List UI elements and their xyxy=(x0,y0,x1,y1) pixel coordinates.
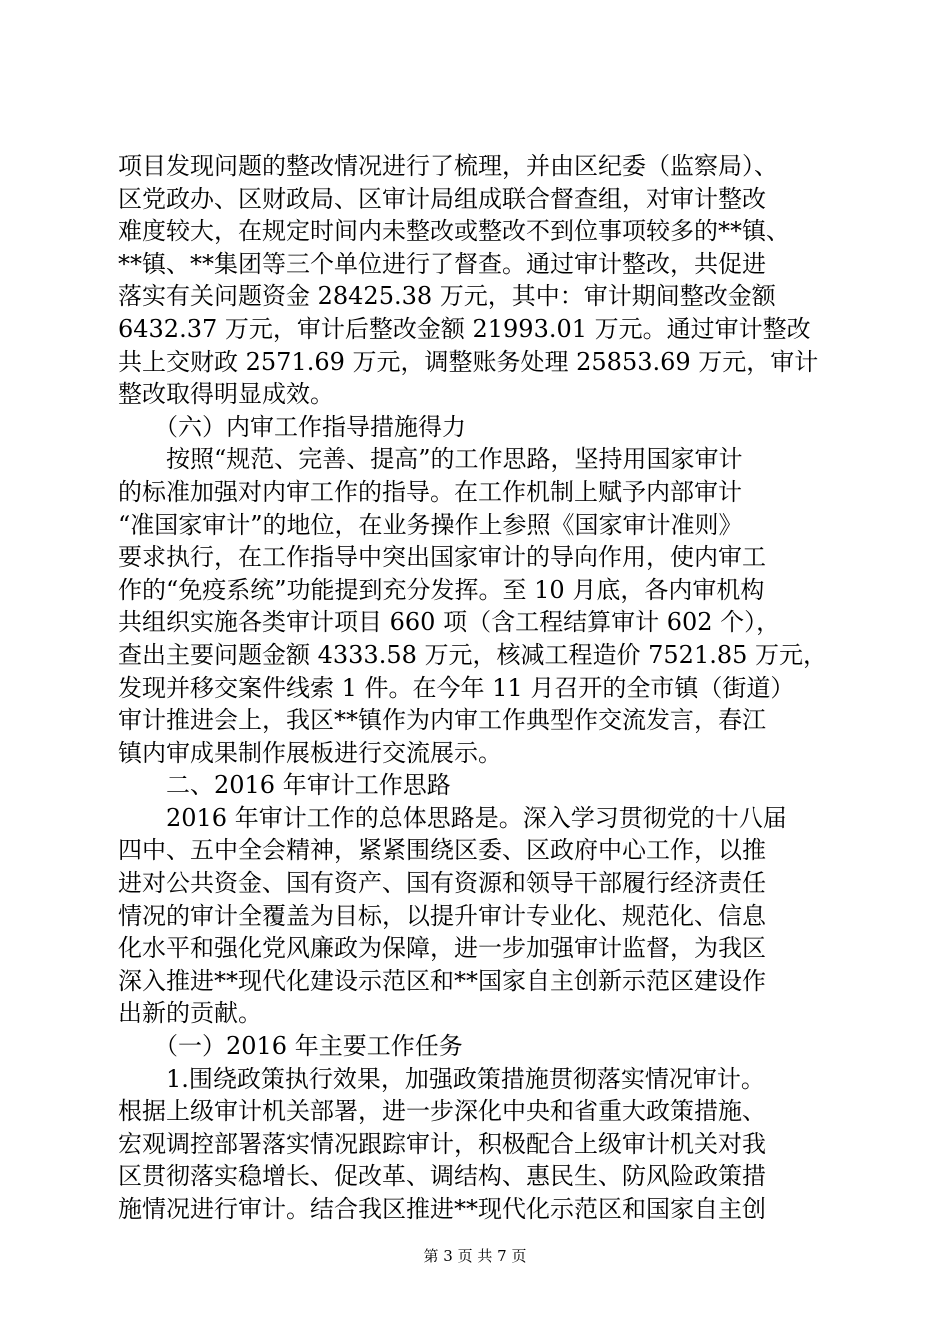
text-line: 深入推进**现代化建设示范区和**国家自主创新示范区建设作 xyxy=(118,966,766,995)
text-line: 化水平和强化党风廉政为保障，进一步加强审计监督，为我区 xyxy=(118,934,766,963)
text-line: 进对公共资金、国有资产、国有资源和领导干部履行经济责任 xyxy=(118,869,766,898)
text-line: **镇、**集团等三个单位进行了督查。通过审计整改，共促进 xyxy=(118,249,766,278)
text-line: 落实有关问题资金 28425.38 万元，其中：审计期间整改金额 xyxy=(118,282,776,311)
text-line: 难度较大，在规定时间内未整改或整改不到位事项较多的**镇、 xyxy=(118,217,790,246)
text-line: 审计推进会上，我区**镇作为内审工作典型作交流发言，春江 xyxy=(118,706,766,735)
text-line: “准国家审计”的地位，在业务操作上参照《国家审计准则》 xyxy=(118,510,743,539)
text-line: 宏观调控部署落实情况跟踪审计，积极配合上级审计机关对我 xyxy=(118,1129,766,1158)
text-line: 发现并移交案件线索 1 件。在今年 11 月召开的全市镇（街道） xyxy=(118,673,795,702)
text-line: 要求执行，在工作指导中突出国家审计的导向作用，使内审工 xyxy=(118,543,766,572)
text-line: 共上交财政 2571.69 万元，调整账务处理 25853.69 万元，审计 xyxy=(118,347,819,376)
text-line: 整改取得明显成效。 xyxy=(118,380,334,409)
text-line: 区党政办、区财政局、区审计局组成联合督查组，对审计整改 xyxy=(118,184,766,213)
text-line: （六）内审工作指导措施得力 xyxy=(118,412,466,441)
text-line: 1.围绕政策执行效果，加强政策措施贯彻落实情况审计。 xyxy=(118,1064,765,1093)
text-line: 出新的贡献。 xyxy=(118,999,262,1028)
text-line: 作的“免疫系统”功能提到充分发挥。至 10 月底，各内审机构 xyxy=(118,575,765,604)
text-line: 6432.37 万元，审计后整改金额 21993.01 万元。通过审计整改 xyxy=(118,314,811,343)
text-line: 按照“规范、完善、提高”的工作思路，坚持用国家审计 xyxy=(118,445,743,474)
text-line: 项目发现问题的整改情况进行了梳理，并由区纪委（监察局）、 xyxy=(118,152,778,180)
text-line: （一）2016 年主要工作任务 xyxy=(118,1032,463,1061)
text-line: 施情况进行审计。结合我区推进**现代化示范区和国家自主创 xyxy=(118,1195,766,1223)
text-line: 根据上级审计机关部署，进一步深化中央和省重大政策措施、 xyxy=(118,1097,766,1126)
text-line: 2016 年审计工作的总体思路是。深入学习贯彻党的十八届 xyxy=(118,803,787,832)
text-line: 四中、五中全会精神，紧紧围绕区委、区政府中心工作，以推 xyxy=(118,836,766,865)
text-line: 镇内审成果制作展板进行交流展示。 xyxy=(118,738,502,767)
page-footer: 第 3 页 共 7 页 xyxy=(423,1247,527,1265)
text-line: 区贯彻落实稳增长、促改革、调结构、惠民生、防风险政策措 xyxy=(118,1162,766,1191)
text-line: 共组织实施各类审计项目 660 项（含工程结算审计 602 个）， xyxy=(118,608,781,637)
text-line: 的标准加强对内审工作的指导。在工作机制上赋予内部审计 xyxy=(118,477,742,506)
body-text xyxy=(118,150,830,1226)
text-line: 查出主要问题金额 4333.58 万元，核减工程造价 7521.85 万元， xyxy=(118,640,828,669)
text-line: 二、2016 年审计工作思路 xyxy=(118,771,451,800)
text-line: 情况的审计全覆盖为目标，以提升审计专业化、规范化、信息 xyxy=(118,901,766,930)
